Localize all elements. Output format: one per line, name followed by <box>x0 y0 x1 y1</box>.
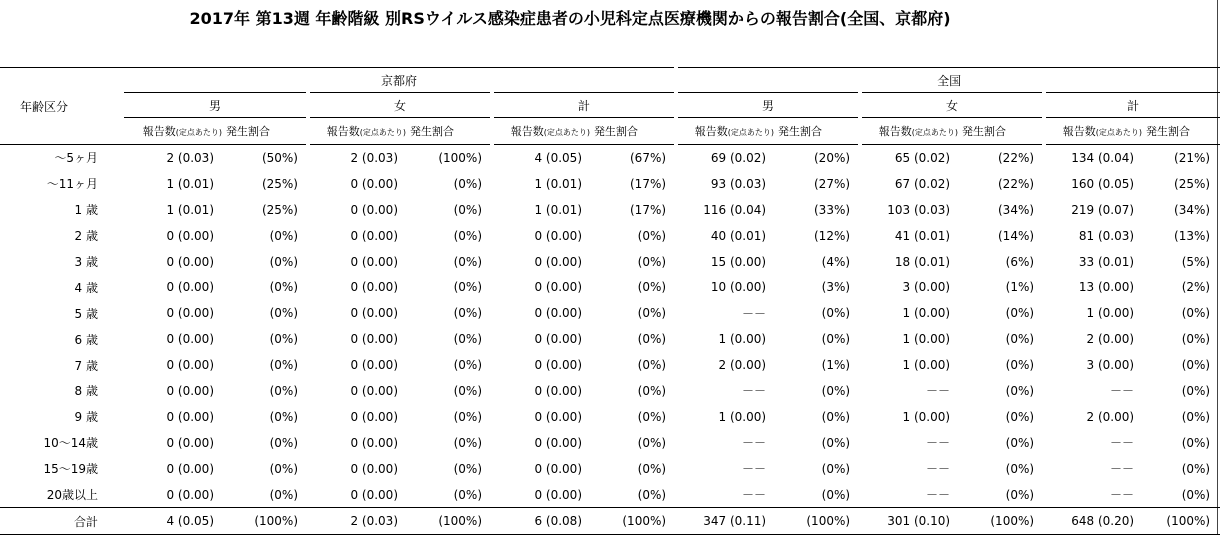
rate-cell: (0%) <box>453 306 482 321</box>
count-cell: －－ <box>742 488 767 503</box>
rate-cell: (0%) <box>269 461 298 476</box>
table-row <box>0 326 1220 352</box>
count-cell: －－ <box>926 488 951 503</box>
rate-cell: (34%) <box>998 202 1035 217</box>
rate-cell: (12%) <box>814 228 851 243</box>
rate-cell: (0%) <box>1005 332 1035 347</box>
count-cell: 134 (0.04) <box>1071 150 1135 165</box>
subheader-count-label: 報告数 <box>1062 125 1096 138</box>
table-row <box>0 456 1220 482</box>
count-cell: 10 (0.00) <box>710 280 767 295</box>
rate-cell: (0%) <box>1181 435 1211 450</box>
rate-cell: (0%) <box>1005 306 1035 321</box>
count-cell: 0 (0.00) <box>166 280 214 295</box>
count-cell: 0 (0.00) <box>166 358 214 373</box>
count-cell: 1 (0.01) <box>166 176 214 191</box>
rate-cell: (0%) <box>637 228 667 243</box>
age-cell: 2 歳 <box>74 229 98 244</box>
report-table <box>0 67 1220 535</box>
subheader-rate-label: 発生割合 <box>224 118 308 145</box>
rate-cell: (6%) <box>1005 254 1035 269</box>
rate-cell: (0%) <box>453 461 482 476</box>
count-cell: 0 (0.00) <box>350 435 398 450</box>
rate-cell: (0%) <box>1181 487 1211 502</box>
subheader-count-label: 報告数 <box>142 125 176 138</box>
rate-cell: (4%) <box>821 254 851 269</box>
count-cell: 347 (0.11) <box>676 508 776 535</box>
rate-cell: (0%) <box>821 332 851 347</box>
count-cell: 1 (0.00) <box>902 409 951 424</box>
region-header-kyoto: 京都府 <box>124 68 676 93</box>
subheader-per-label: (定点あたり) <box>1095 128 1143 137</box>
count-cell: 0 (0.00) <box>534 306 582 321</box>
count-cell: 1 (0.00) <box>718 409 767 424</box>
rate-cell: (0%) <box>637 332 667 347</box>
count-cell: 69 (0.02) <box>710 150 767 165</box>
subheader-count-label: 報告数 <box>878 125 912 138</box>
count-cell: 13 (0.00) <box>1078 280 1135 295</box>
rate-cell: (0%) <box>269 383 298 398</box>
rate-cell: (0%) <box>821 383 851 398</box>
rate-cell: (25%) <box>261 202 298 217</box>
table-row <box>0 404 1220 430</box>
rate-cell: (22%) <box>998 150 1035 165</box>
count-cell: 33 (0.01) <box>1078 254 1135 269</box>
count-cell: 1 (0.00) <box>718 332 767 347</box>
count-cell: 0 (0.00) <box>534 332 582 347</box>
rate-cell: (100%) <box>408 508 492 535</box>
count-cell: 0 (0.00) <box>166 461 214 476</box>
rate-cell: (67%) <box>630 150 667 165</box>
subheader-count <box>124 118 224 145</box>
count-cell: 1 (0.01) <box>534 202 582 217</box>
subheader-count-label: 報告数 <box>510 125 544 138</box>
subheader-per-label: (定点あたり) <box>175 128 222 137</box>
sex-header: 計 <box>1044 93 1220 118</box>
rate-cell: (0%) <box>1181 383 1211 398</box>
subheader-rate-label: 発生割合 <box>592 118 676 145</box>
subheader-rate-label: 発生割合 <box>1144 118 1220 145</box>
rate-cell: (0%) <box>269 228 298 243</box>
age-cell: 7 歳 <box>74 358 98 373</box>
rate-cell: (0%) <box>1181 332 1211 347</box>
count-cell: 116 (0.04) <box>703 202 767 217</box>
count-cell: －－ <box>742 306 767 321</box>
rate-cell: (0%) <box>637 280 667 295</box>
count-cell: 0 (0.00) <box>350 254 398 269</box>
rate-cell: (0%) <box>269 435 298 450</box>
count-cell: 1 (0.01) <box>534 176 582 191</box>
table-row <box>0 223 1220 249</box>
count-cell: 4 (0.05) <box>124 508 224 535</box>
rate-cell: (0%) <box>269 358 298 373</box>
count-cell: 41 (0.01) <box>894 228 951 243</box>
rate-cell: (3%) <box>821 280 851 295</box>
count-cell: 65 (0.02) <box>894 150 951 165</box>
count-cell: －－ <box>926 462 951 477</box>
count-cell: 1 (0.00) <box>902 358 951 373</box>
rate-cell: (0%) <box>1181 306 1211 321</box>
rate-cell: (0%) <box>821 461 851 476</box>
subheader-per-label: (定点あたり) <box>543 128 590 137</box>
rate-cell: (100%) <box>1144 508 1220 535</box>
rate-cell: (0%) <box>1005 461 1035 476</box>
sex-header: 計 <box>492 93 676 118</box>
subheader-per-label: (定点あたり) <box>911 128 959 137</box>
count-cell: 0 (0.00) <box>350 306 398 321</box>
count-cell: 0 (0.00) <box>166 306 214 321</box>
rate-cell: (0%) <box>1005 409 1035 424</box>
rate-cell: (0%) <box>269 487 298 502</box>
age-cell: 1 歳 <box>74 203 98 218</box>
table-row <box>0 482 1220 508</box>
count-cell: 0 (0.00) <box>350 383 398 398</box>
region-header-national: 全国 <box>676 68 1220 93</box>
count-cell: 219 (0.07) <box>1071 202 1135 217</box>
table-row <box>0 197 1220 223</box>
rate-cell: (0%) <box>637 254 667 269</box>
count-cell: 1 (0.00) <box>1086 306 1135 321</box>
sex-header: 男 <box>124 93 308 118</box>
rate-cell: (0%) <box>453 280 482 295</box>
table-row <box>0 274 1220 300</box>
rate-cell: (0%) <box>453 409 482 424</box>
age-cell: 6 歳 <box>74 332 98 347</box>
count-cell: 301 (0.10) <box>860 508 960 535</box>
count-cell: －－ <box>1110 384 1135 399</box>
rate-cell: (0%) <box>1181 358 1211 373</box>
subheader-count-label: 報告数 <box>694 125 728 138</box>
rate-cell: (0%) <box>453 383 482 398</box>
rate-cell: (17%) <box>630 176 667 191</box>
subheader-count <box>1044 118 1144 145</box>
rate-cell: (1%) <box>821 358 851 373</box>
count-cell: －－ <box>742 436 767 451</box>
count-cell: －－ <box>742 384 767 399</box>
rate-cell: (0%) <box>453 332 482 347</box>
count-cell: 0 (0.00) <box>166 487 214 502</box>
count-cell: 6 (0.08) <box>492 508 592 535</box>
count-cell: －－ <box>926 436 951 451</box>
count-cell: 18 (0.01) <box>894 254 951 269</box>
subheader-rate-label: 発生割合 <box>960 118 1044 145</box>
count-cell: 2 (0.03) <box>166 150 214 165</box>
rate-cell: (100%) <box>776 508 860 535</box>
rate-cell: (50%) <box>261 150 298 165</box>
count-cell: 1 (0.00) <box>902 332 951 347</box>
rate-cell: (0%) <box>1005 435 1035 450</box>
count-cell: －－ <box>1110 488 1135 503</box>
rate-cell: (21%) <box>1174 150 1211 165</box>
rate-cell: (100%) <box>592 508 676 535</box>
count-cell: 160 (0.05) <box>1071 176 1135 191</box>
table-row <box>0 378 1220 404</box>
rate-cell: (0%) <box>821 306 851 321</box>
rate-cell: (0%) <box>453 487 482 502</box>
count-cell: 0 (0.00) <box>350 358 398 373</box>
rate-cell: (33%) <box>814 202 851 217</box>
rate-cell: (0%) <box>637 306 667 321</box>
count-cell: 15 (0.00) <box>710 254 767 269</box>
rate-cell: (0%) <box>1005 358 1035 373</box>
count-cell: 0 (0.00) <box>350 280 398 295</box>
count-cell: －－ <box>742 462 767 477</box>
count-cell: 0 (0.00) <box>350 202 398 217</box>
rate-cell: (100%) <box>960 508 1044 535</box>
count-cell: 0 (0.00) <box>350 332 398 347</box>
rate-cell: (25%) <box>261 176 298 191</box>
subheader-count <box>676 118 776 145</box>
count-cell: 3 (0.00) <box>1086 358 1135 373</box>
rate-cell: (0%) <box>821 435 851 450</box>
count-cell: 0 (0.00) <box>350 461 398 476</box>
rate-cell: (0%) <box>637 435 667 450</box>
count-cell: 0 (0.00) <box>166 383 214 398</box>
count-cell: 2 (0.00) <box>1086 332 1135 347</box>
subheader-per-label: (定点あたり) <box>727 128 775 137</box>
table-row <box>0 145 1220 171</box>
rate-cell: (0%) <box>1181 409 1211 424</box>
age-cell: 3 歳 <box>74 255 98 269</box>
rate-cell: (0%) <box>453 202 482 217</box>
rate-cell: (0%) <box>1181 461 1211 476</box>
rate-cell: (0%) <box>1005 487 1035 502</box>
count-cell: 2 (0.00) <box>718 358 767 373</box>
rate-cell: (34%) <box>1174 202 1211 217</box>
count-cell: 0 (0.00) <box>534 409 582 424</box>
rate-cell: (5%) <box>1181 254 1211 269</box>
rate-cell: (0%) <box>453 254 482 269</box>
age-cell: 4 歳 <box>74 280 98 295</box>
count-cell: 0 (0.00) <box>534 358 582 373</box>
count-cell: 0 (0.00) <box>534 280 582 295</box>
count-cell: 0 (0.00) <box>350 228 398 243</box>
age-cell: 9 歳 <box>74 410 98 425</box>
subheader-count <box>860 118 960 145</box>
total-row <box>0 508 1220 535</box>
rate-cell: (0%) <box>453 176 482 191</box>
rate-cell: (0%) <box>821 487 851 502</box>
sex-header: 女 <box>308 93 492 118</box>
rate-cell: (100%) <box>438 150 482 165</box>
rate-cell: (0%) <box>269 254 298 269</box>
rate-cell: (0%) <box>821 409 851 424</box>
count-cell: 81 (0.03) <box>1078 228 1135 243</box>
table-row <box>0 171 1220 197</box>
rate-cell: (13%) <box>1174 228 1211 243</box>
rate-cell: (25%) <box>1174 176 1211 191</box>
count-cell: 0 (0.00) <box>166 228 214 243</box>
subheader-count <box>308 118 408 145</box>
count-cell: －－ <box>1110 462 1135 477</box>
rate-cell: (17%) <box>630 202 667 217</box>
rate-cell: (0%) <box>637 409 667 424</box>
count-cell: 0 (0.00) <box>534 435 582 450</box>
count-cell: 67 (0.02) <box>894 176 951 191</box>
count-cell: 2 (0.03) <box>308 508 408 535</box>
subheader-rate-label: 発生割合 <box>408 118 492 145</box>
sex-header: 男 <box>676 93 860 118</box>
rate-cell: (0%) <box>269 332 298 347</box>
rate-cell: (0%) <box>637 487 667 502</box>
count-cell: 93 (0.03) <box>710 176 767 191</box>
count-cell: 0 (0.00) <box>534 383 582 398</box>
age-cell: ～11ヶ月 <box>46 177 98 192</box>
rate-cell: (100%) <box>224 508 308 535</box>
age-cell: 10～14歳 <box>43 436 98 451</box>
count-cell: 0 (0.00) <box>166 254 214 269</box>
age-column-header: 年齢区分 <box>0 68 124 145</box>
count-cell: 0 (0.00) <box>534 228 582 243</box>
count-cell: 0 (0.00) <box>166 435 214 450</box>
count-cell: 0 (0.00) <box>534 461 582 476</box>
rate-cell: (0%) <box>1005 383 1035 398</box>
table-row <box>0 300 1220 326</box>
subheader-rate-label: 発生割合 <box>776 118 860 145</box>
rate-cell: (27%) <box>814 176 851 191</box>
count-cell: 648 (0.20) <box>1044 508 1144 535</box>
table-row <box>0 249 1220 275</box>
count-cell: －－ <box>1110 436 1135 451</box>
table-row <box>0 352 1220 378</box>
subheader-count <box>492 118 592 145</box>
rate-cell: (2%) <box>1181 280 1211 295</box>
count-cell: 1 (0.00) <box>902 306 951 321</box>
rate-cell: (0%) <box>269 409 298 424</box>
count-cell: 2 (0.03) <box>350 150 398 165</box>
rate-cell: (0%) <box>637 383 667 398</box>
count-cell: 103 (0.03) <box>887 202 951 217</box>
age-cell: 20歳以上 <box>46 488 98 503</box>
count-cell: 0 (0.00) <box>350 176 398 191</box>
rate-cell: (14%) <box>998 228 1035 243</box>
sex-header: 女 <box>860 93 1044 118</box>
count-cell: 1 (0.01) <box>166 202 214 217</box>
count-cell: 0 (0.00) <box>350 409 398 424</box>
count-cell: 40 (0.01) <box>710 228 767 243</box>
count-cell: 0 (0.00) <box>166 332 214 347</box>
rate-cell: (0%) <box>269 280 298 295</box>
age-cell: ～5ヶ月 <box>54 151 98 166</box>
count-cell: 0 (0.00) <box>166 409 214 424</box>
rate-cell: (0%) <box>453 358 482 373</box>
age-cell: 合計 <box>0 508 124 535</box>
age-cell: 15～19歳 <box>43 462 98 477</box>
rate-cell: (0%) <box>269 306 298 321</box>
rate-cell: (20%) <box>814 150 851 165</box>
count-cell: 4 (0.05) <box>534 150 582 165</box>
subheader-count-label: 報告数 <box>326 125 360 138</box>
page-title: 2017年 第13週 年齢階級 別RSウイルス感染症患者の小児科定点医療機関からの報告割合(全国、京都府) <box>189 9 951 28</box>
count-cell: 0 (0.00) <box>534 487 582 502</box>
rate-cell: (0%) <box>453 435 482 450</box>
rate-cell: (22%) <box>998 176 1035 191</box>
table-row <box>0 430 1220 456</box>
rate-cell: (0%) <box>637 358 667 373</box>
count-cell: －－ <box>926 384 951 399</box>
rate-cell: (1%) <box>1005 280 1035 295</box>
rate-cell: (0%) <box>637 461 667 476</box>
count-cell: 0 (0.00) <box>534 254 582 269</box>
rate-cell: (0%) <box>453 228 482 243</box>
count-cell: 2 (0.00) <box>1086 409 1135 424</box>
age-cell: 5 歳 <box>74 306 98 321</box>
subheader-per-label: (定点あたり) <box>359 128 406 137</box>
age-cell: 8 歳 <box>74 384 98 399</box>
count-cell: 3 (0.00) <box>902 280 951 295</box>
count-cell: 0 (0.00) <box>350 487 398 502</box>
